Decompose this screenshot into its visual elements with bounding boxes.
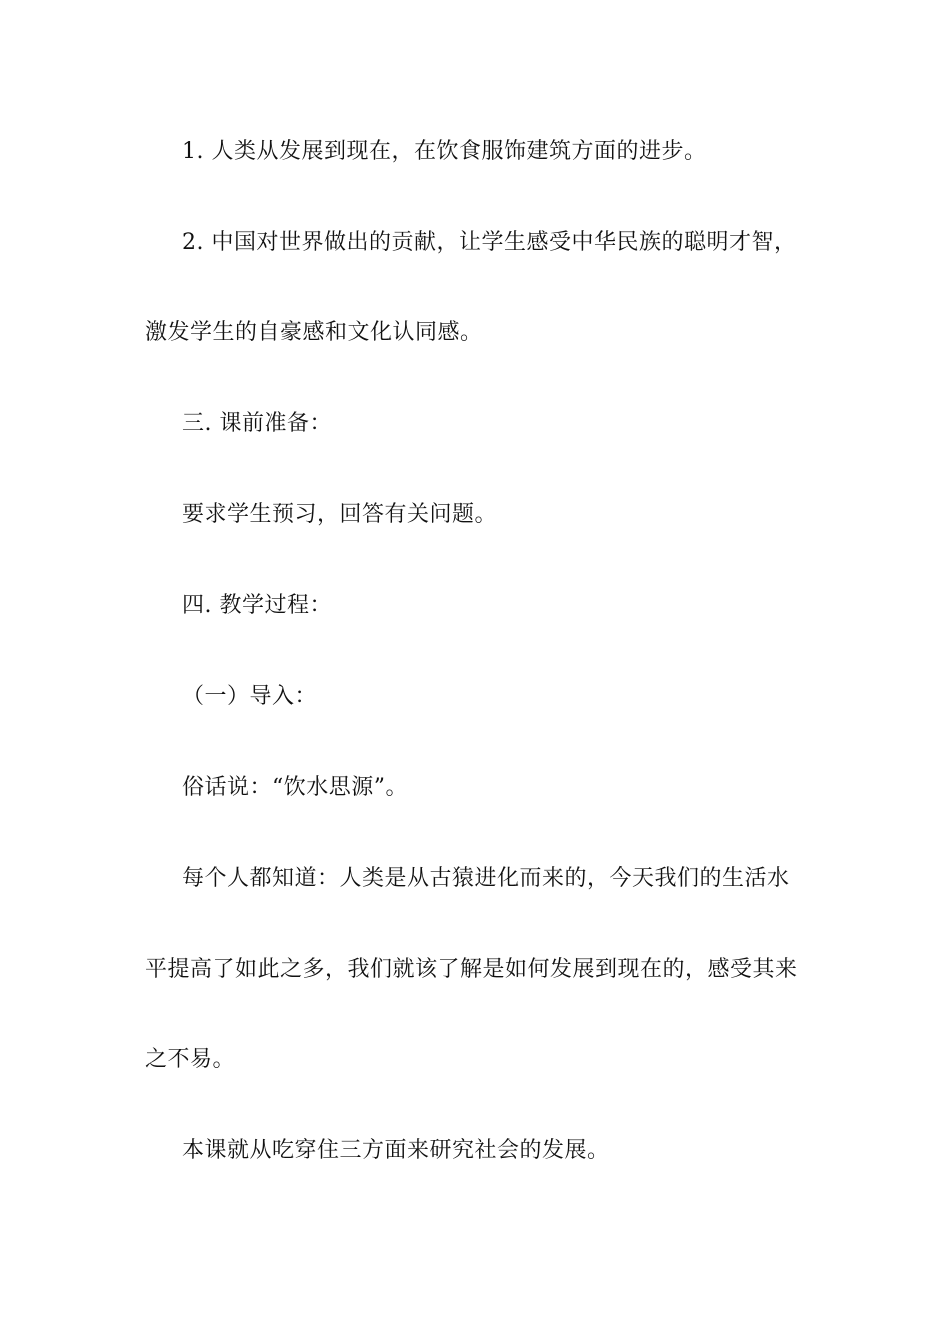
paragraph-line: 激发学生的自豪感和文化认同感。 xyxy=(145,320,483,345)
paragraph-line: 2. 中国对世界做出的贡献，让学生感受中华民族的聪明才智， xyxy=(182,230,797,255)
paragraph-line: 平提高了如此之多，我们就该了解是如何发展到现在的，感受其来 xyxy=(145,957,798,982)
section-heading: 四. 教学过程： xyxy=(182,593,332,618)
paragraph-line: 本课就从吃穿住三方面来研究社会的发展。 xyxy=(182,1138,610,1163)
paragraph-line: 之不易。 xyxy=(145,1047,236,1072)
paragraph-line: 每个人都知道：人类是从古猿进化而来的，今天我们的生活水 xyxy=(182,866,790,891)
paragraph-line: 要求学生预习，回答有关问题。 xyxy=(182,502,498,527)
paragraph-line: 俗话说：“饮水思源”。 xyxy=(182,775,408,800)
section-heading: 三. 课前准备： xyxy=(182,411,332,436)
subsection-heading: （一）导入： xyxy=(182,684,318,709)
paragraph-line: 1. 人类从发展到现在，在饮食服饰建筑方面的进步。 xyxy=(182,139,707,164)
